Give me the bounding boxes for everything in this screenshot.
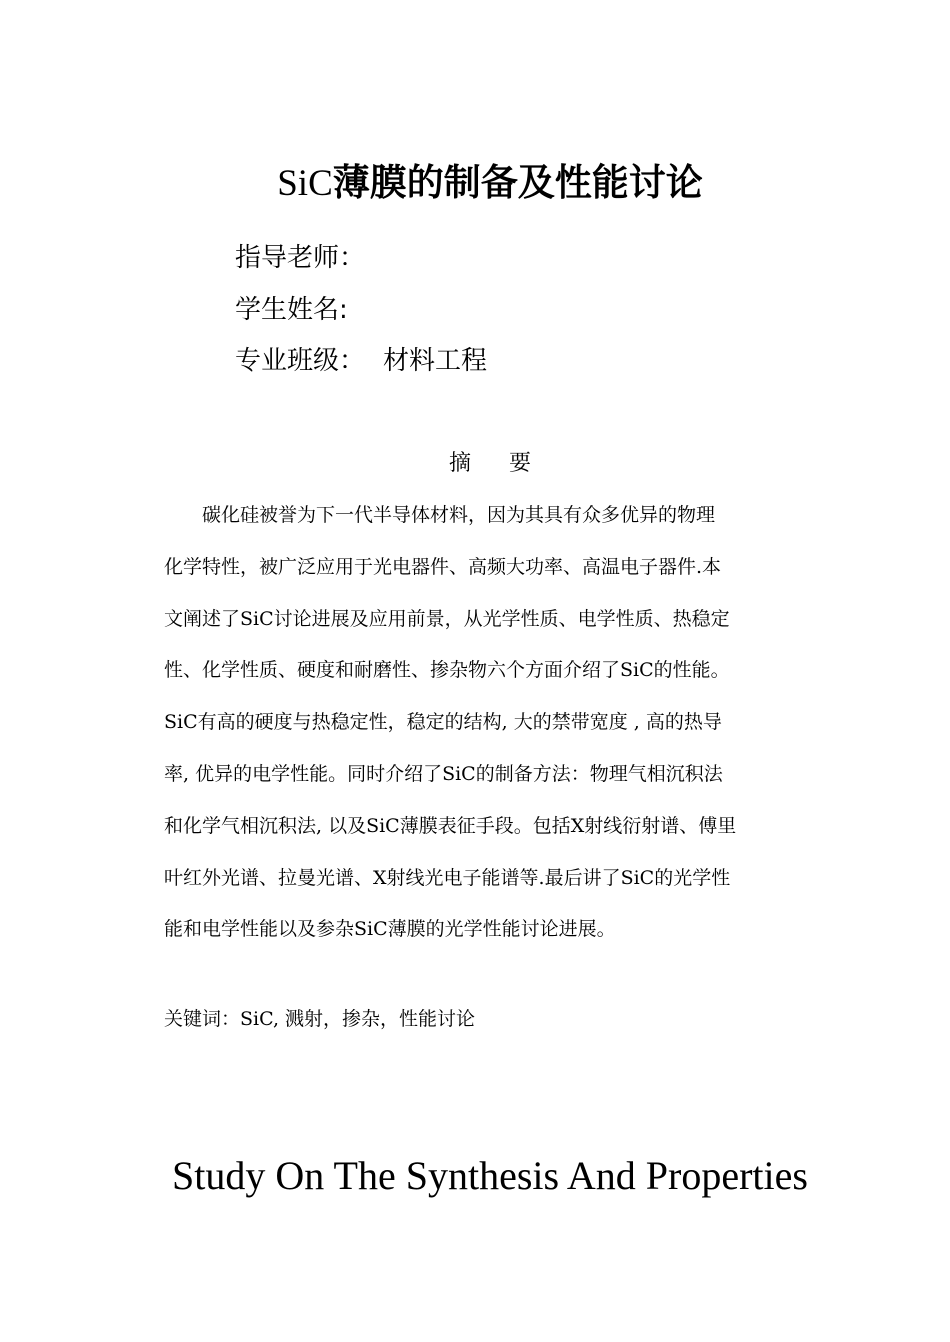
english-title: Study On The Synthesis And Properties [172, 1153, 808, 1198]
abstract-line: 叶红外光谱、拉曼光谱、X射线光电子能谱等.最后讲了SiC的光学性 [164, 866, 731, 889]
major-line [235, 343, 487, 379]
major-value: 材料工程 [383, 346, 488, 376]
keywords-text: SiC, 溅射，掺杂，性能讨论 [240, 1008, 476, 1030]
document-title-latin: SiC [277, 163, 333, 204]
keywords-label: 关键词： [164, 1008, 241, 1030]
document-title [0, 158, 950, 209]
abstract-heading: 摘要 [448, 451, 569, 476]
student-label: 学生姓名: [235, 295, 348, 325]
document-title-cjk: 薄膜的制备及性能讨论 [332, 161, 703, 204]
abstract-body [164, 490, 824, 956]
keywords-line [164, 1003, 475, 1035]
abstract-line: 文阐述了SiC讨论进展及应用前景，从光学性质、电学性质、热稳定 [164, 607, 730, 630]
abstract-line: 和化学气相沉积法, 以及SiC薄膜表征手段。包括X射线衍射谱、傅里 [164, 814, 737, 837]
advisor-label: 指导老师： [235, 243, 366, 273]
abstract-line: 碳化硅被誉为下一代半导体材料，因为其具有众多优异的物理 [164, 504, 716, 526]
abstract-line: SiC有高的硬度与热稳定性，稳定的结构, 大的禁带宽度 , 高的热导 [164, 711, 722, 734]
abstract-line: 性、化学性质、硬度和耐磨性、掺杂物六个方面介绍了SiC的性能。 [164, 659, 730, 682]
advisor-line [235, 240, 365, 276]
abstract-line: 率, 优异的电学性能。同时介绍了SiC的制备方法：物理气相沉积法 [164, 762, 723, 785]
abstract-line: 能和电学性能以及参杂SiC薄膜的光学性能讨论进展。 [164, 918, 616, 941]
abstract-line: 化学特性，被广泛应用于光电器件、高频大功率、高温电子器件.本 [164, 555, 722, 578]
major-label: 专业班级： [235, 346, 366, 376]
student-line [235, 292, 348, 328]
